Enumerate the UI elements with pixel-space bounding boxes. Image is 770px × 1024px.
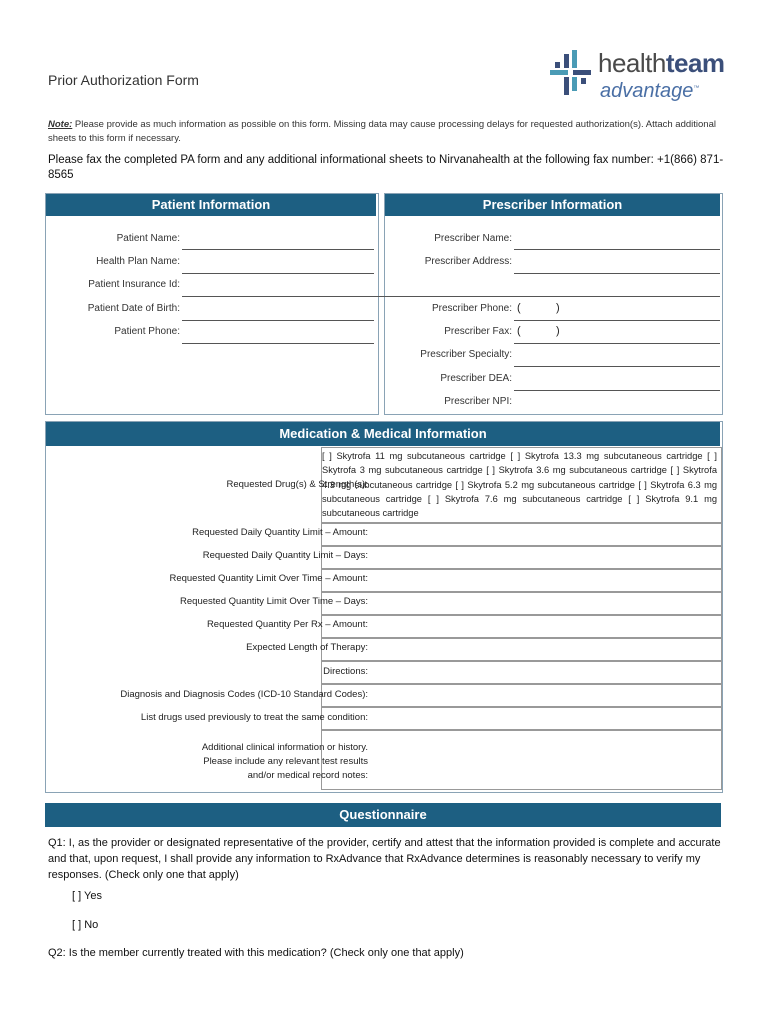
directions-label: Directions: [323,666,368,677]
qty-over-time-days-field[interactable] [321,592,722,615]
note-body: Please provide as much information as possible on this form. Missing data may cause processing delays for requested authorization(s). Attach additional sheets to this form if necessary. [48,119,716,144]
patient-phone-field[interactable] [182,343,374,344]
prescriber-name-label: Prescriber Name: [434,233,512,244]
patient-name-field[interactable] [182,249,374,250]
q1-no-option[interactable]: [ ] No [72,919,99,931]
diagnosis-codes-field[interactable] [321,684,722,707]
prescriber-fax-close-paren: ) [556,325,560,337]
prescriber-address-label: Prescriber Address: [424,256,512,267]
logo-text-team: team [665,48,725,78]
healthteam-advantage-logo [550,48,725,108]
qty-over-time-amount-field[interactable] [321,569,722,592]
length-of-therapy-label: Expected Length of Therapy: [246,642,368,653]
logo-tm: ™ [693,85,700,92]
diagnosis-codes-label: Diagnosis and Diagnosis Codes (ICD-10 Standard Codes): [120,689,368,700]
patient-name-label: Patient Name: [116,233,180,244]
qty-per-rx-amount-label: Requested Quantity Per Rx – Amount: [206,619,368,630]
daily-qty-days-label: Requested Daily Quantity Limit – Days: [202,550,368,561]
patient-insurance-id-label: Patient Insurance Id: [88,279,180,290]
length-of-therapy-field[interactable] [321,638,722,661]
fax-instruction: Please fax the completed PA form and any additional informational sheets to Nirvanahealth at the following fax number: +1(866) 871-8565 [48,154,724,181]
patient-phone-label: Patient Phone: [114,326,180,337]
note-text [48,118,728,146]
prescriber-specialty-field[interactable] [514,366,720,367]
qty-over-time-days-label: Requested Quantity Limit Over Time – Days: [180,596,368,607]
prescriber-specialty-label: Prescriber Specialty: [420,349,512,360]
logo-text-health: health [598,48,666,78]
logo-text-advantage: advantage [600,80,694,102]
prescriber-name-field[interactable] [514,249,720,250]
additional-info-line1: Additional clinical information or history. [201,742,368,753]
daily-qty-amount-label: Requested Daily Quantity Limit – Amount: [192,527,368,538]
previous-drugs-label: List drugs used previously to treat the same condition: [140,712,368,723]
prescriber-dea-field[interactable] [514,390,720,391]
prescriber-fax-open-paren: ( [517,325,521,337]
question-2: Q2: Is the member currently treated with this medication? (Check only one that apply) [48,947,464,959]
prescriber-fax-field[interactable] [514,343,720,344]
medication-header: Medication & Medical Information [46,422,720,446]
additional-info-line2: Please include any relevant test results [203,756,368,767]
prescriber-npi-label: Prescriber NPI: [444,396,512,407]
form-title: Prior Authorization Form [48,72,199,88]
patient-dob-label: Patient Date of Birth: [87,303,180,314]
prescriber-phone-close-paren: ) [556,302,560,314]
prescriber-phone-open-paren: ( [517,302,521,314]
patient-dob-field[interactable] [182,320,374,321]
health-plan-name-label: Health Plan Name: [96,256,180,267]
requested-drugs-options[interactable]: [ ] Skytrofa 11 mg subcutaneous cartridge [ ] Skytrofa 13.3 mg subcutaneous cartridge [ ] Skytrofa 3 mg subcutaneous cartridge [ ] Skytrofa 3.6 mg subcutaneous cartridge [ ] Skytrofa 4.3 mg subcutaneous cartridge [ ] Skytrofa 5.2 mg subcutaneous cartridge [ ] Skytrofa 6.3 mg subcutaneous cartridge [ ] Skytrofa 7.6 mg subcutaneous cartridge [ ] Skytrofa 9.1 mg subcutaneous cartridge [322,451,717,519]
question-1: Q1: I, as the provider or designated representative of the provider, certify and attest that the information provided is complete and accurate and that, upon request, I shall provide any information to RxAdvance that RxAdvance determines is reasonably necessary to verify my responses. (Check only one that apply) [48,837,721,881]
daily-qty-days-field[interactable] [321,546,722,569]
patient-insurance-id-field[interactable] [182,296,720,297]
additional-clinical-info-field[interactable] [321,730,722,790]
prescriber-phone-label: Prescriber Phone: [431,303,512,314]
qty-over-time-amount-label: Requested Quantity Limit Over Time – Amount: [169,573,368,584]
note-label: Note: [48,119,73,130]
prescriber-dea-label: Prescriber DEA: [440,373,512,384]
directions-field[interactable] [321,661,722,684]
qty-per-rx-amount-field[interactable] [321,615,722,638]
prescriber-address-field[interactable] [514,273,720,274]
requested-drugs-label: Requested Drug(s) & Strength(s): [226,479,368,490]
q1-yes-option[interactable]: [ ] Yes [72,890,102,902]
prescriber-phone-field[interactable] [514,320,720,321]
prescriber-fax-label: Prescriber Fax: [444,326,512,337]
daily-qty-amount-field[interactable] [321,523,722,546]
prescriber-info-header: Prescriber Information [385,194,720,216]
questionnaire-header: Questionnaire [45,803,721,827]
additional-info-line3: and/or medical record notes: [247,770,368,781]
health-plan-name-field[interactable] [182,273,374,274]
logo-cross-icon [550,50,594,106]
previous-drugs-field[interactable] [321,707,722,730]
additional-clinical-info-label [202,741,368,783]
patient-info-header: Patient Information [46,194,376,216]
